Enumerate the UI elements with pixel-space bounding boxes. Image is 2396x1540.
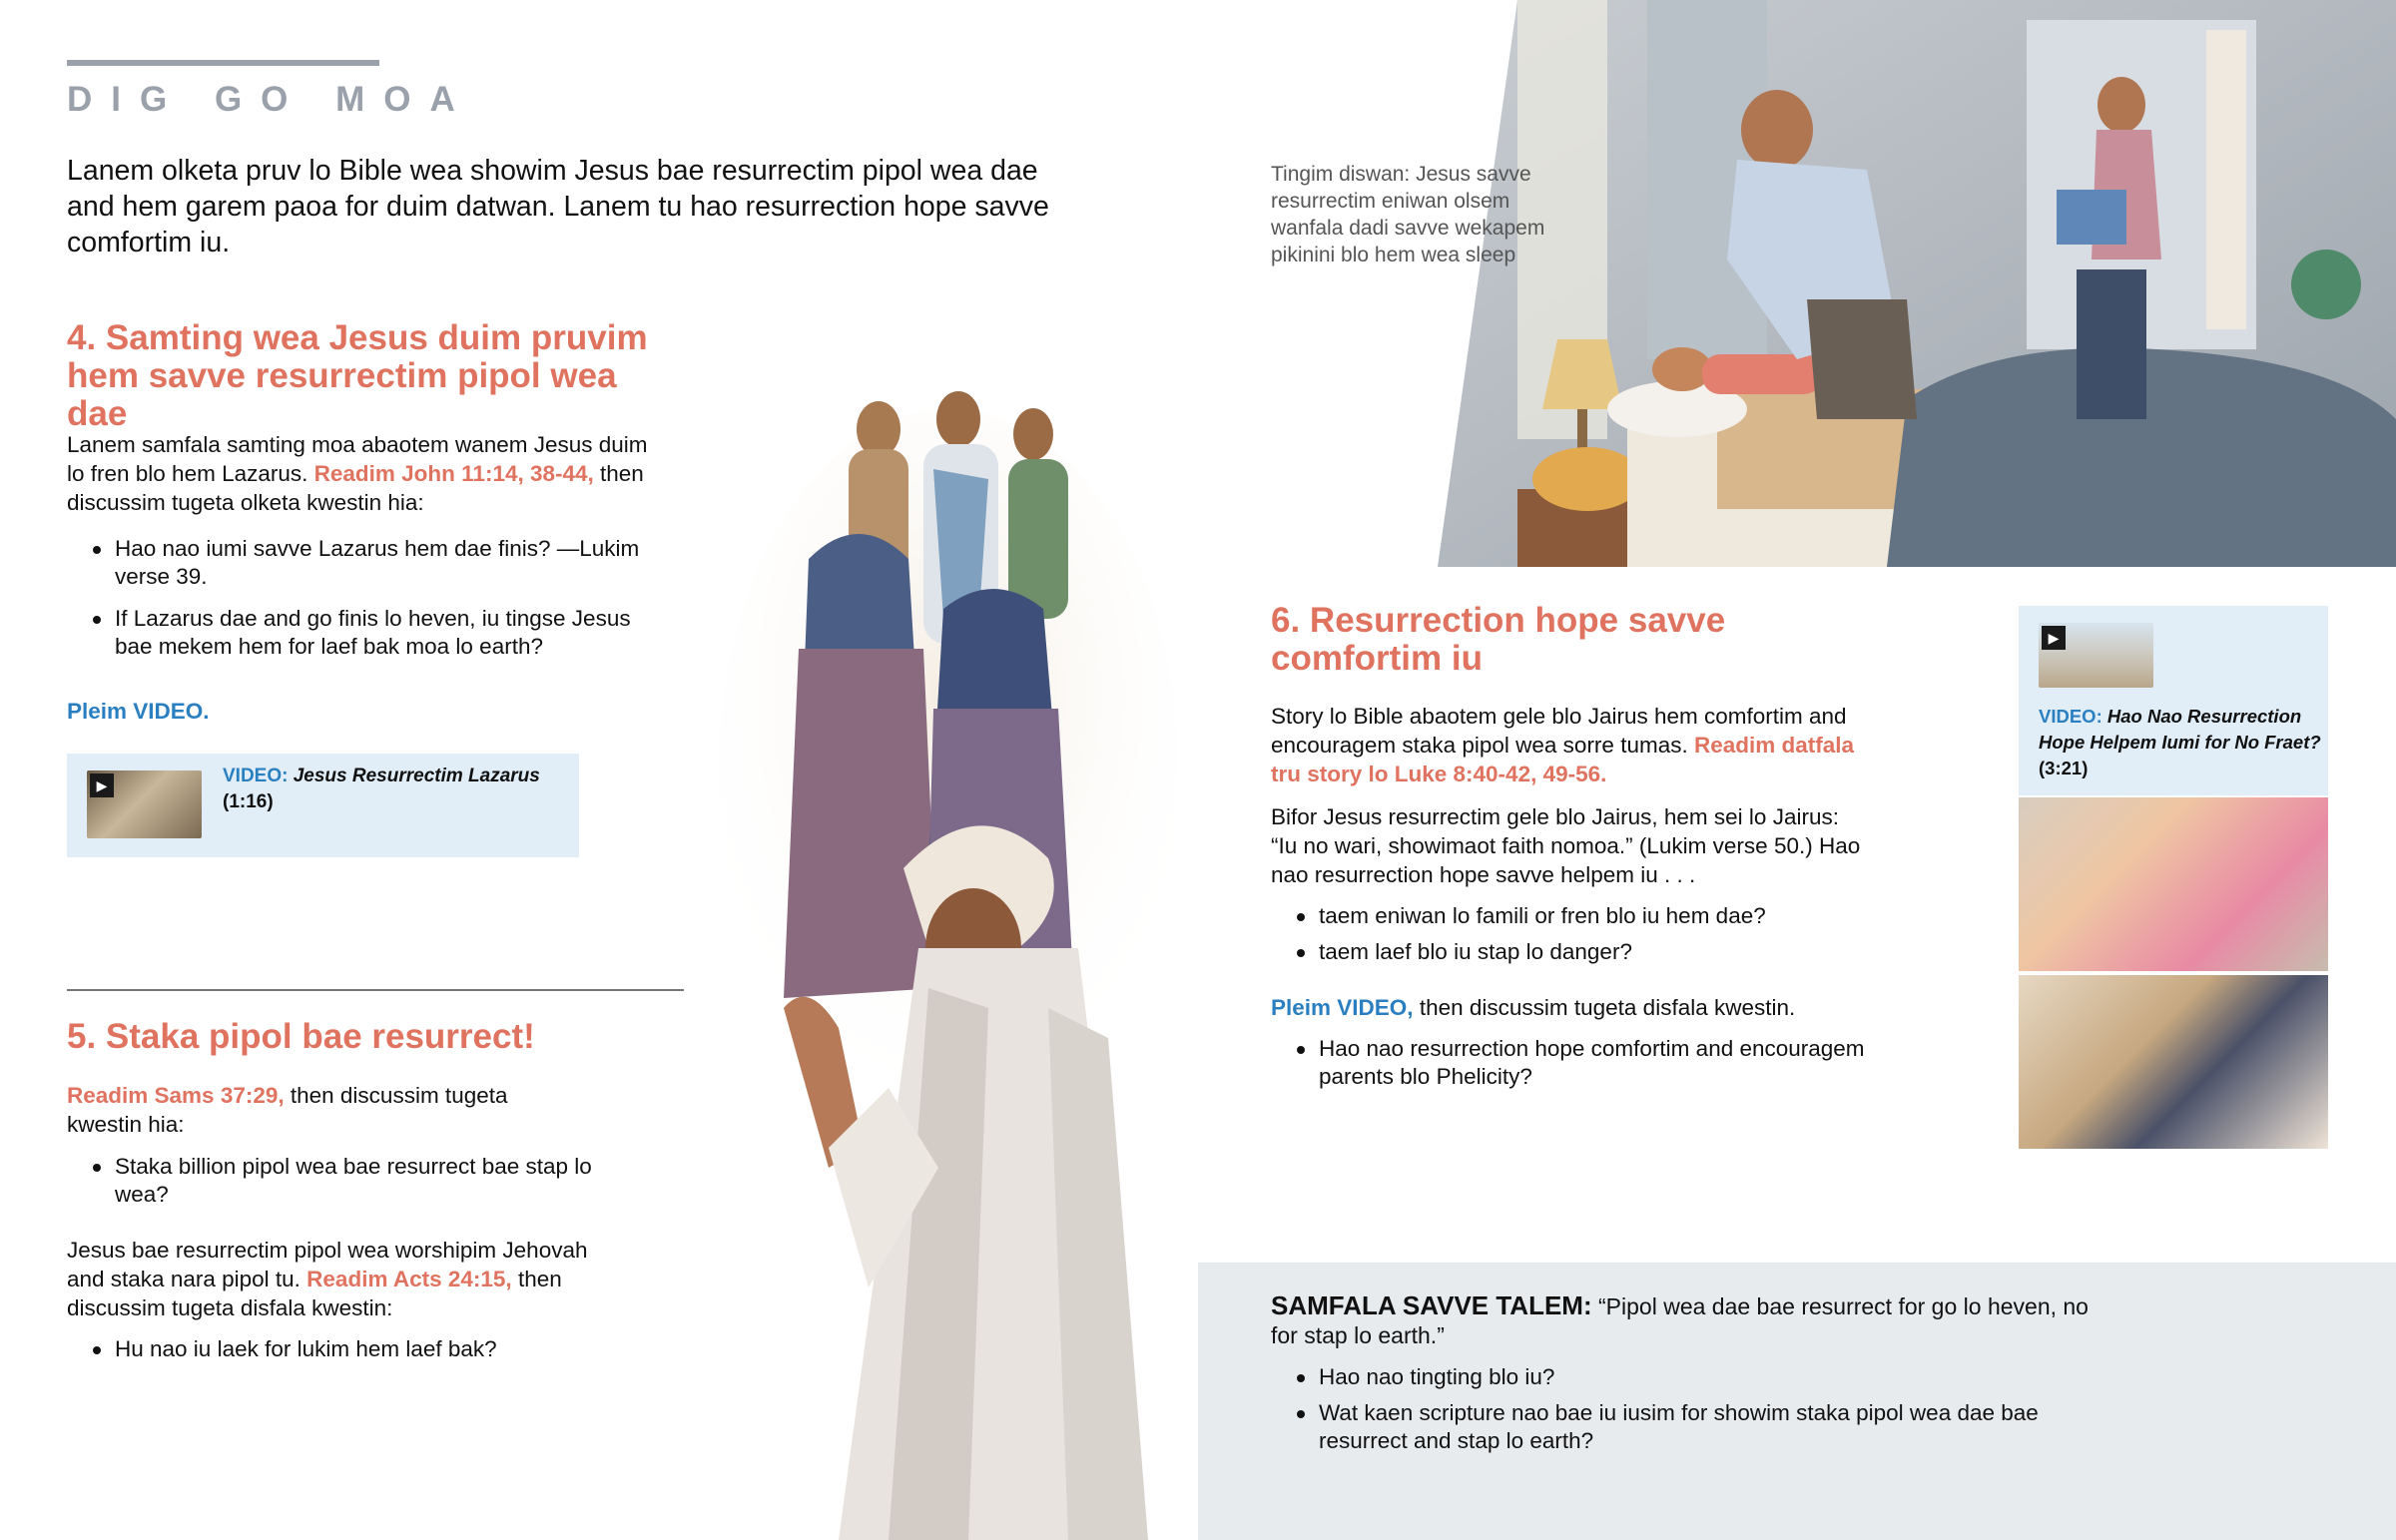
section-5-text: then discussim tugeta kwestin hia: (67, 1083, 508, 1137)
section-5-text-2: Jesus bae resurrectim pipol wea worshipim Jehovah and staka nara pipol tu. (67, 1238, 588, 1291)
section-divider (67, 989, 684, 991)
section-5-title: 5. Staka pipol bae resurrect! (67, 1017, 535, 1056)
section-6-questions-1 (1271, 902, 1870, 974)
list-item: Hao nao tingting blo iu? (1271, 1363, 2070, 1391)
video-still-hug (2019, 797, 2328, 971)
list-item: If Lazarus dae and go finis lo heven, iu tingse Jesus bae mekem hem for laef bak moa lo earth? (67, 605, 666, 661)
section-6-play-line (1271, 993, 1870, 1022)
video-thumbnail[interactable] (2039, 623, 2153, 688)
section-6-play-post: then discussim tugeta disfala kwestin. (1413, 995, 1796, 1020)
scripture-link-psalms[interactable]: Readim Sams 37:29, (67, 1083, 285, 1108)
section-6-paragraph-1 (1271, 702, 1890, 788)
play-icon[interactable]: ▶ (2042, 626, 2066, 650)
list-item: Hu nao iu laek for lukim hem laef bak? (67, 1335, 626, 1363)
objection-text (1271, 1291, 2090, 1350)
section-6-questions-2 (1271, 1035, 1910, 1099)
list-item: Hao nao resurrection hope comfortim and encouragem parents blo Phelicity? (1271, 1035, 1910, 1091)
objection-lead: SAMFALA SAVVE TALEM: (1271, 1290, 1592, 1320)
objection-questions (1271, 1363, 2070, 1463)
intro-paragraph: Lanem olketa pruv lo Bible wea showim Jesus bae resurrectim pipol wea dae and hem garem paoa for duim datwan. Lanem tu hao resurrection hope savve comfortim iu. (67, 155, 1049, 258)
section-label: DIG GO MOA (67, 80, 474, 119)
bedroom-illustration (1438, 0, 2396, 567)
section-5-paragraph-2 (67, 1236, 626, 1322)
list-item: taem eniwan lo famili or fren blo iu hem dae? (1271, 902, 1870, 930)
video-label: VIDEO: (223, 766, 289, 786)
video-duration: (3:21) (2039, 758, 2089, 778)
illustration-caption: Tingim diswan: Jesus savve resurrectim eniwan olsem wanfala dadi savve wekapem pikinini blo hem wea sleep (1271, 163, 1545, 266)
section-6-paragraph-2: Bifor Jesus resurrectim gele blo Jairus, hem sei lo Jairus: “Iu no wari, showimaot faith nomoa.” (Lukim verse 50.) Hao nao resurrection hope savve helpem iu . . . (1271, 804, 1861, 887)
video-title-block (223, 764, 562, 815)
video-label: VIDEO: (2039, 706, 2102, 727)
video-title: Jesus Resurrectim Lazarus (293, 766, 540, 786)
section-4-title: 4. Samting wea Jesus duim pruvim hem savve resurrectim pipol wea dae (67, 318, 648, 433)
play-icon[interactable]: ▶ (90, 773, 114, 797)
list-item: taem laef blo iu stap lo danger? (1271, 938, 1870, 966)
list-item: Wat kaen scripture nao bae iu iusim for showim staka pipol wea dae bae resurrect and stap lo earth? (1271, 1399, 2070, 1455)
video-title: Hao Nao Resurrection Hope Helpem Iumi for No Fraet? (2039, 706, 2321, 753)
lazarus-illustration (689, 389, 1198, 1540)
scripture-link-luke[interactable]: Readim datfala tru story lo Luke 8:40-42, 49-56. (1271, 733, 1855, 786)
play-video-link[interactable]: Pleim VIDEO. (67, 699, 210, 724)
section-5-paragraph-1 (67, 1081, 556, 1139)
scripture-link-john[interactable]: Readim John 11:14, 38-44, (313, 461, 594, 486)
video-duration: (1:16) (223, 791, 274, 812)
scripture-link-acts[interactable]: Readim Acts 24:15, (306, 1267, 512, 1291)
video-card-resurrection-hope[interactable] (2019, 606, 2328, 795)
list-item: Hao nao iumi savve Lazarus hem dae finis? —Lukim verse 39. (67, 535, 666, 591)
section-5-questions-2 (67, 1335, 626, 1371)
video-title-block (2039, 704, 2323, 781)
section-5-questions-1 (67, 1153, 606, 1217)
video-still-study (2019, 975, 2328, 1149)
play-video-link-2[interactable]: Pleim VIDEO, (1271, 995, 1414, 1020)
video-thumbnail[interactable] (87, 770, 202, 838)
section-5-text-2-post: then discussim tugeta disfala kwestin: (67, 1267, 562, 1320)
list-item: Staka billion pipol wea bae resurrect bae stap lo wea? (67, 1153, 606, 1209)
section-4-paragraph (67, 430, 666, 517)
section-4-text-post: then discussim tugeta olketa kwestin hia: (67, 461, 644, 515)
header-rule (67, 60, 379, 66)
video-card-lazarus[interactable] (67, 754, 579, 857)
section-6-title: 6. Resurrection hope savve comfortim iu (1271, 601, 1726, 678)
section-4-questions (67, 535, 666, 669)
section-4-text: Lanem samfala samting moa abaotem wanem Jesus duim lo fren blo hem Lazarus. (67, 432, 648, 486)
section-6-text: Story lo Bible abaotem gele blo Jairus hem comfortim and encouragem staka pipol wea sorre tumas. (1271, 704, 1847, 758)
objection-quote: “Pipol wea dae bae resurrect for go lo heven, no for stap lo earth.” (1271, 1293, 2089, 1348)
